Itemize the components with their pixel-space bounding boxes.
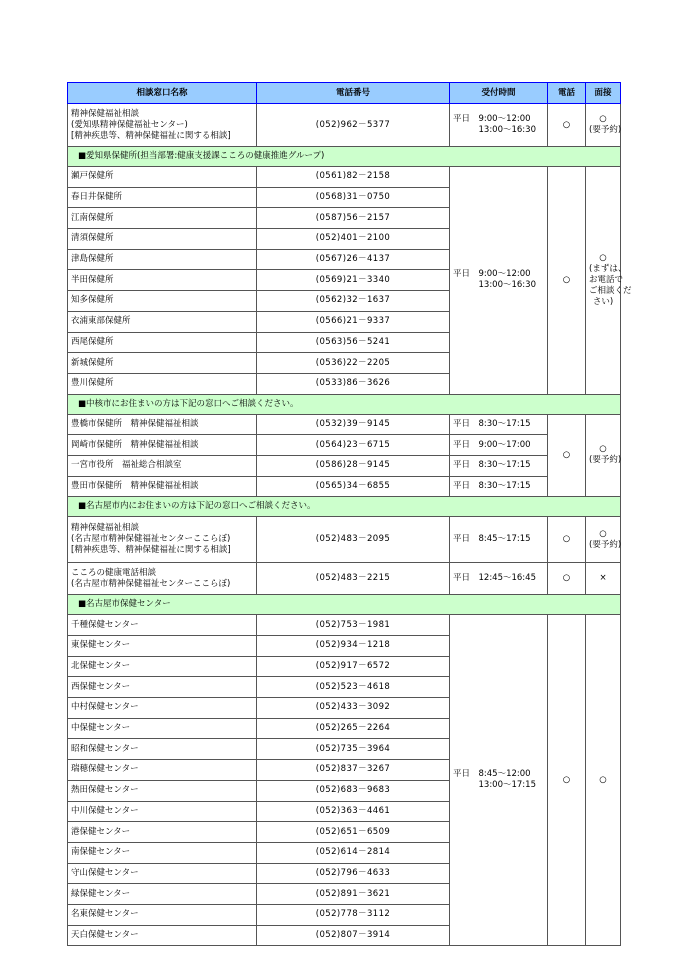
office-name: 西尾保健所 (68, 332, 257, 353)
office-name: 熱田保健センター (68, 780, 257, 801)
phone-number: (0568)31－0750 (257, 187, 450, 208)
office-name: 千種保健センター (68, 615, 257, 636)
table-body (68, 104, 632, 946)
section-row (68, 394, 621, 414)
phone-number: (052)614－2814 (257, 842, 450, 863)
section-row (68, 497, 621, 517)
header-meet: 面接 (586, 83, 621, 104)
phone-number: (052)483－2095 (257, 517, 450, 563)
phone-number: (0533)86－3626 (257, 373, 450, 394)
interview-available: ○ (まずは、 お電話で ご相談くだ さい) (586, 167, 621, 395)
business-hours: 平日 8:30～17:15 (450, 476, 548, 497)
phone-number: (052)837－3267 (257, 760, 450, 781)
phone-number: (052)962－5377 (257, 104, 450, 147)
header-hours: 受付時間 (450, 83, 548, 104)
phone-number: (052)778－3112 (257, 904, 450, 925)
phone-number: (052)433－3092 (257, 698, 450, 719)
office-name: 豊橋市保健所 精神保健福祉相談 (68, 414, 257, 435)
phone-number: (0565)34－6855 (257, 476, 450, 497)
phone-number: (052)807－3914 (257, 925, 450, 946)
phone-number: (0536)22－2205 (257, 353, 450, 374)
office-name: こころの健康電話相談 (名古屋市精神保健福祉センターここらぼ) (68, 563, 257, 595)
consultation-table (67, 82, 632, 946)
office-name: 東保健センター (68, 636, 257, 657)
phone-number: (0566)21－9337 (257, 311, 450, 332)
business-hours: 平日 8:30～17:15 (450, 455, 548, 476)
office-name: 天白保健センター (68, 925, 257, 946)
phone-number: (052)523－4618 (257, 677, 450, 698)
office-name: 西保健センター (68, 677, 257, 698)
phone-number: (0567)26－4137 (257, 249, 450, 270)
table-row (68, 414, 621, 435)
business-hours: 平日 8:45～12:00 13:00～17:15 (450, 615, 548, 946)
table-row (68, 104, 621, 147)
header-name: 相談窓口名称 (68, 83, 257, 104)
section-row (68, 595, 621, 615)
phone-available: ○ (548, 167, 586, 395)
header-tel: 電話番号 (257, 83, 450, 104)
phone-number: (052)483－2215 (257, 563, 450, 595)
office-name: 新城保健所 (68, 353, 257, 374)
office-name: 港保健センター (68, 822, 257, 843)
phone-number: (052)917－6572 (257, 656, 450, 677)
phone-number: (052)753－1981 (257, 615, 450, 636)
business-hours: 平日 8:45～17:15 (450, 517, 548, 563)
phone-number: (052)651－6509 (257, 822, 450, 843)
phone-number: (052)796－4633 (257, 863, 450, 884)
section-title: ■愛知県保健所(担当部署:健康支援課こころの健康推進グループ) (68, 147, 621, 167)
phone-number: (0587)56－2157 (257, 208, 450, 229)
office-name: 中村保健センター (68, 698, 257, 719)
office-name: 昭和保健センター (68, 739, 257, 760)
office-name: 豊田市保健所 精神保健福祉相談 (68, 476, 257, 497)
business-hours: 平日 9:00～12:00 13:00～16:30 (450, 167, 548, 395)
table-row (68, 455, 621, 476)
phone-available: ○ (548, 104, 586, 147)
interview-available: ○ (要予約) (586, 517, 621, 563)
header-phone: 電話 (548, 83, 586, 104)
office-name: 春日井保健所 (68, 187, 257, 208)
phone-available: ○ (548, 414, 586, 497)
business-hours: 平日 9:00～12:00 13:00～16:30 (450, 104, 548, 147)
phone-number: (052)891－3621 (257, 884, 450, 905)
phone-number: (052)363－4461 (257, 801, 450, 822)
office-name: 半田保健所 (68, 270, 257, 291)
table-row (68, 476, 621, 497)
office-name: 清須保健所 (68, 229, 257, 250)
office-name: 精神保健福祉相談 (愛知県精神保健福祉センター) [精神疾患等、精神保健福祉に関する相談] (68, 104, 257, 147)
office-name: 中保健センター (68, 718, 257, 739)
office-name: 豊川保健所 (68, 373, 257, 394)
header-row (68, 83, 621, 104)
office-name: 江南保健所 (68, 208, 257, 229)
interview-available: × (586, 563, 621, 595)
phone-number: (052)735－3964 (257, 739, 450, 760)
interview-available: ○ (要予約) (586, 104, 621, 147)
office-name: 名東保健センター (68, 904, 257, 925)
phone-number: (0564)23－6715 (257, 435, 450, 456)
office-name: 南保健センター (68, 842, 257, 863)
business-hours: 平日 12:45～16:45 (450, 563, 548, 595)
office-name: 瀬戸保健所 (68, 167, 257, 188)
phone-number: (0569)21－3340 (257, 270, 450, 291)
section-title: ■中核市にお住まいの方は下記の窓口へご相談ください。 (68, 394, 621, 414)
phone-number: (0586)28－9145 (257, 455, 450, 476)
interview-available: ○ (586, 615, 621, 946)
section-title: ■名古屋市保健センター (68, 595, 621, 615)
section-title: ■名古屋市内にお住まいの方は下記の窓口へご相談ください。 (68, 497, 621, 517)
office-name: 津島保健所 (68, 249, 257, 270)
table-row (68, 563, 621, 595)
office-name: 守山保健センター (68, 863, 257, 884)
office-name: 瑞穂保健センター (68, 760, 257, 781)
phone-number: (0561)82－2158 (257, 167, 450, 188)
office-name: 一宮市役所 福祉総合相談室 (68, 455, 257, 476)
table-row (68, 517, 621, 563)
phone-number: (0563)56－5241 (257, 332, 450, 353)
phone-number: (052)265－2264 (257, 718, 450, 739)
table-row (68, 167, 621, 188)
phone-available: ○ (548, 517, 586, 563)
table-row (68, 435, 621, 456)
business-hours: 平日 8:30～17:15 (450, 414, 548, 435)
office-name: 緑保健センター (68, 884, 257, 905)
phone-number: (0562)32－1637 (257, 291, 450, 312)
section-row (68, 147, 621, 167)
business-hours: 平日 9:00～17:00 (450, 435, 548, 456)
office-name: 北保健センター (68, 656, 257, 677)
phone-number: (052)934－1218 (257, 636, 450, 657)
interview-available: ○ (要予約) (586, 414, 621, 497)
office-name: 衣浦東部保健所 (68, 311, 257, 332)
office-name: 知多保健所 (68, 291, 257, 312)
phone-number: (052)401－2100 (257, 229, 450, 250)
table-row (68, 615, 621, 636)
office-name: 岡崎市保健所 精神保健福祉相談 (68, 435, 257, 456)
phone-number: (0532)39－9145 (257, 414, 450, 435)
phone-available: ○ (548, 563, 586, 595)
office-name: 中川保健センター (68, 801, 257, 822)
office-name: 精神保健福祉相談 (名古屋市精神保健福祉センターここらぼ) [精神疾患等、精神保健福祉に関する相談] (68, 517, 257, 563)
phone-available: ○ (548, 615, 586, 946)
phone-number: (052)683－9683 (257, 780, 450, 801)
